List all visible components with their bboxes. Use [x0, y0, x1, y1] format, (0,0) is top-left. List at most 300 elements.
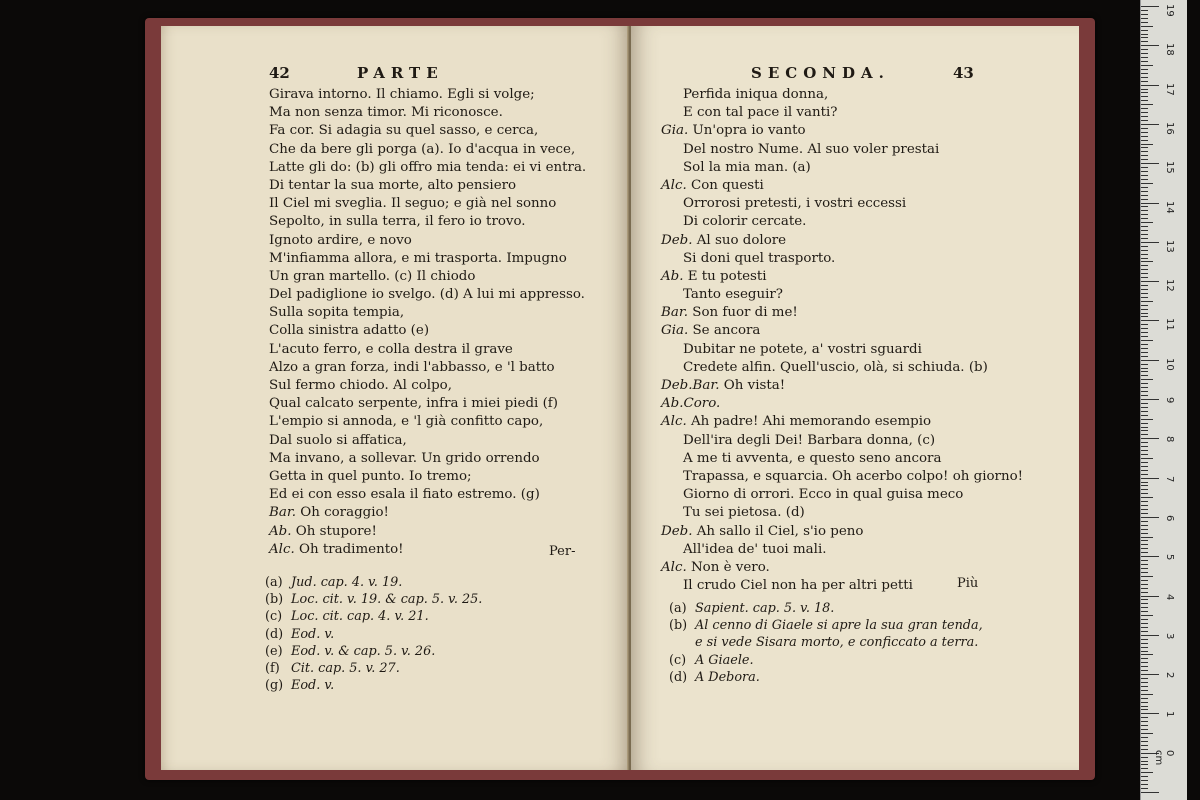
ruler-tick: [1141, 206, 1148, 207]
ruler-tick: [1141, 533, 1148, 534]
ruler-tick: [1141, 199, 1148, 200]
footnote-key: (e): [265, 643, 283, 659]
speaker-label: Ab.: [661, 268, 688, 284]
verse-text: Un gran martello. (c) Il chiodo: [269, 268, 476, 284]
ruler-tick: [1141, 179, 1148, 180]
verse-line: [269, 377, 586, 395]
verse-line: [661, 213, 1023, 231]
ruler-tick: [1141, 191, 1148, 192]
ruler-tick: [1141, 214, 1148, 215]
ruler-tick: [1141, 81, 1148, 82]
verse-text: Di colorir cercate.: [683, 214, 807, 230]
ruler-tick: [1141, 513, 1148, 514]
verse-line: [269, 86, 586, 104]
verse-line: [661, 177, 1023, 195]
ruler-tick: [1141, 540, 1148, 541]
verse-line: [269, 268, 586, 286]
footnote-text: Al cenno di Giaele si apre la sua gran tenda,: [695, 618, 983, 634]
speaker-label: Gia.: [661, 123, 693, 139]
verse-text: Del padiglione io svelgo. (d) A lui mi appresso.: [269, 287, 585, 303]
verse-text: Sul fermo chiodo. Al colpo,: [269, 378, 452, 393]
ruler-number: 19: [1164, 4, 1175, 17]
ruler-tick: [1141, 301, 1153, 302]
ruler-tick: [1141, 403, 1148, 404]
verse-text: Ed ei con esso esala il fiato estremo. (g): [269, 487, 540, 503]
ruler-tick: [1141, 580, 1148, 581]
ruler-tick: [1141, 745, 1148, 746]
verse-text: Trapassa, e squarcia. Oh acerbo colpo! oh giorno!: [683, 468, 1024, 484]
verse-text: Di tentar la sua morte, alto pensiero: [269, 177, 517, 193]
ruler-tick: [1141, 171, 1148, 172]
right-page-number: 43: [953, 64, 974, 82]
right-footnotes: [669, 600, 983, 686]
verse-line: [661, 195, 1023, 213]
ruler-tick: [1141, 619, 1148, 620]
footnote: [669, 669, 983, 686]
ruler-tick: [1141, 419, 1153, 420]
ruler-tick: [1141, 120, 1148, 121]
ruler-tick: [1141, 438, 1159, 439]
ruler-tick: [1141, 768, 1148, 769]
ruler-tick: [1141, 592, 1148, 593]
ruler-tick: [1141, 399, 1159, 400]
ruler-tick: [1141, 423, 1148, 424]
ruler-tick: [1141, 226, 1148, 227]
ruler-tick: [1141, 128, 1148, 129]
ruler-tick: [1141, 364, 1148, 365]
ruler-tick: [1141, 45, 1159, 46]
ruler-tick: [1141, 57, 1148, 58]
ruler-tick: [1141, 147, 1148, 148]
ruler-tick: [1141, 427, 1148, 428]
verse-line: [661, 432, 1023, 450]
ruler-tick: [1141, 529, 1148, 530]
verse-text: Alzo a gran forza, indi l'abbasso, e 'l batto: [269, 359, 555, 375]
ruler-tick: [1141, 470, 1148, 471]
ruler-tick: [1141, 537, 1153, 538]
ruler-tick: [1141, 265, 1148, 266]
verse-text: Se ancora: [692, 323, 761, 339]
verse-line: [269, 450, 586, 468]
verse-line: [269, 304, 586, 322]
verse-text: Dal suolo si affatica,: [269, 432, 407, 448]
ruler-tick: [1141, 273, 1148, 274]
ruler-tick: [1141, 187, 1148, 188]
ruler-number: 9: [1164, 397, 1175, 404]
ruler-tick: [1141, 489, 1148, 490]
ruler-tick: [1141, 285, 1148, 286]
verse-text: A me ti avventa, e questo seno ancora: [683, 450, 942, 466]
ruler-tick: [1141, 360, 1159, 361]
ruler-tick: [1141, 733, 1153, 734]
verse-text: L'acuto ferro, e colla destra il grave: [269, 341, 513, 357]
verse-line: [269, 359, 586, 377]
verse-line: [269, 122, 586, 140]
speaker-label: Bar.: [269, 505, 301, 521]
ruler-tick: [1141, 713, 1159, 714]
ruler-tick: [1141, 509, 1148, 510]
ruler-tick: [1141, 356, 1148, 357]
verse-text: Sol la mia man. (a): [683, 159, 811, 175]
verse-text: Ma non senza timor. Mi riconosce.: [269, 105, 503, 121]
footnote-text: Sapient. cap. 5. v. 18.: [695, 601, 835, 616]
verse-text: Tu sei pietosa. (d): [683, 505, 805, 521]
ruler-tick: [1141, 674, 1159, 675]
footnote-text: Cit. cap. 5. v. 27.: [291, 661, 400, 677]
book: [145, 18, 1095, 780]
ruler-tick: [1141, 332, 1148, 333]
ruler-tick: [1141, 297, 1148, 298]
ruler-tick: [1141, 631, 1148, 632]
verse-line: [661, 268, 1023, 286]
ruler-tick: [1141, 324, 1148, 325]
ruler-tick: [1141, 124, 1159, 125]
measuring-ruler: [1140, 0, 1187, 800]
verse-text: Getta in quel punto. Io tremo;: [269, 468, 472, 484]
ruler-tick: [1141, 210, 1148, 211]
ruler-tick: [1141, 391, 1148, 392]
verse-text: Dubitar ne potete, a' vostri sguardi: [683, 341, 922, 357]
ruler-tick: [1141, 706, 1148, 707]
verse-line: [269, 523, 586, 541]
verse-text: Che da bere gli porga (a). Io d'acqua in vece,: [269, 141, 576, 157]
verse-text: Ignoto ardire, e novo: [269, 232, 412, 248]
speaker-label: Ab.: [269, 523, 296, 539]
verse-line: [269, 413, 586, 431]
verse-line: [269, 250, 586, 268]
ruler-tick: [1141, 49, 1148, 50]
ruler-tick: [1141, 238, 1148, 239]
speaker-label: Alc.: [269, 541, 299, 557]
speaker-label: Deb.: [661, 523, 697, 539]
ruler-number: 2: [1164, 672, 1175, 679]
ruler-tick: [1141, 596, 1159, 597]
verse-text: Ma invano, a sollevar. Un grido orrendo: [269, 450, 540, 466]
ruler-number: 16: [1164, 121, 1175, 135]
verse-line: [269, 159, 586, 177]
ruler-tick: [1141, 615, 1153, 616]
ruler-tick: [1141, 203, 1159, 204]
ruler-tick: [1141, 525, 1148, 526]
verse-text: Sepolto, in sulla terra, il fero io trovo.: [269, 214, 526, 230]
speaker-label: Ab.Coro.: [661, 396, 721, 412]
ruler-tick: [1141, 623, 1148, 624]
ruler-tick: [1141, 14, 1148, 15]
verse-line: [661, 86, 1023, 104]
verse-text: Perfida iniqua donna,: [683, 87, 829, 102]
ruler-tick: [1141, 627, 1148, 628]
left-catchword: Per-: [549, 544, 576, 559]
verse-line: [661, 122, 1023, 140]
verse-line: [661, 159, 1023, 177]
speaker-label: Alc.: [661, 177, 691, 193]
ruler-tick: [1141, 18, 1148, 19]
footnote: [669, 652, 983, 669]
verse-line: [661, 541, 1023, 559]
ruler-tick: [1141, 611, 1148, 612]
ruler-tick: [1141, 485, 1148, 486]
verse-line: [269, 232, 586, 250]
ruler-tick: [1141, 572, 1148, 573]
verse-text: Al suo dolore: [696, 232, 787, 248]
verse-line: [661, 322, 1023, 340]
ruler-tick: [1141, 694, 1153, 695]
ruler-tick: [1141, 548, 1148, 549]
ruler-tick: [1141, 725, 1148, 726]
footnote: [265, 643, 482, 660]
ruler-tick: [1141, 454, 1148, 455]
ruler-number: 17: [1164, 82, 1175, 96]
verse-text: Il crudo Ciel non ha per altri petti: [683, 578, 913, 594]
verse-line: [661, 359, 1023, 377]
ruler-tick: [1141, 136, 1148, 137]
ruler-tick: [1141, 635, 1159, 636]
ruler-tick: [1141, 721, 1148, 722]
left-page: [161, 26, 629, 770]
ruler-tick: [1141, 269, 1148, 270]
ruler-number: 6: [1164, 514, 1175, 522]
ruler-tick: [1141, 430, 1148, 431]
ruler-tick: [1141, 599, 1148, 600]
right-catchword: Più: [957, 576, 979, 591]
ruler-tick: [1141, 749, 1148, 750]
ruler-tick: [1141, 293, 1148, 294]
verse-line: [661, 523, 1023, 541]
ruler-tick: [1141, 41, 1148, 42]
ruler-tick: [1141, 305, 1148, 306]
ruler-number: 3: [1164, 632, 1175, 640]
ruler-tick: [1141, 764, 1148, 765]
ruler-tick: [1141, 6, 1159, 7]
verse-line: [661, 413, 1023, 431]
ruler-tick: [1141, 316, 1148, 317]
verse-line: [661, 141, 1023, 159]
verse-line: [661, 104, 1023, 122]
verse-text: Giorno di orrori. Ecco in qual guisa meco: [683, 487, 964, 503]
right-running-head: SECONDA.: [751, 64, 890, 82]
ruler-tick: [1141, 281, 1159, 282]
ruler-tick: [1141, 607, 1148, 608]
verse-text: Oh tradimento!: [298, 541, 404, 557]
footnote: [265, 591, 482, 608]
ruler-tick: [1141, 30, 1148, 31]
ruler-tick: [1141, 242, 1159, 243]
left-footnotes: [265, 574, 482, 694]
footnote: [669, 600, 983, 617]
verse-line: [269, 432, 586, 450]
verse-line: [269, 341, 586, 359]
ruler-tick: [1141, 61, 1148, 62]
ruler-tick: [1141, 501, 1148, 502]
ruler-tick: [1141, 234, 1148, 235]
verse-text: Il Ciel mi sveglia. Il seguo; e già nel sonno: [269, 196, 557, 212]
ruler-tick: [1141, 92, 1148, 93]
footnote-key: (c): [669, 652, 687, 668]
ruler-tick: [1141, 686, 1148, 687]
verse-line: [269, 486, 586, 504]
ruler-tick: [1141, 741, 1148, 742]
ruler-tick: [1141, 375, 1148, 376]
footnote-key: (a): [265, 575, 283, 590]
verse-line: [269, 195, 586, 213]
verse-line: [269, 468, 586, 486]
ruler-tick: [1141, 729, 1148, 730]
left-page-number: 42: [269, 64, 290, 82]
verse-line: [661, 395, 1023, 413]
ruler-number: 12: [1164, 279, 1175, 292]
ruler-tick: [1141, 10, 1148, 11]
verse-line: [661, 232, 1023, 250]
ruler-tick: [1141, 776, 1148, 777]
ruler-tick: [1141, 639, 1148, 640]
ruler-tick: [1141, 195, 1148, 196]
right-verse-block: [661, 86, 1023, 595]
ruler-tick: [1141, 446, 1148, 447]
ruler-tick: [1141, 313, 1148, 314]
footnote: [265, 574, 482, 591]
ruler-tick: [1141, 544, 1148, 545]
ruler-tick: [1141, 678, 1148, 679]
verse-text: L'empio si annoda, e 'l già confitto capo,: [269, 414, 544, 430]
ruler-tick: [1141, 348, 1148, 349]
ruler-tick: [1141, 737, 1148, 738]
ruler-tick: [1141, 784, 1148, 785]
verse-text: Ah sallo il Ciel, s'io peno: [696, 523, 864, 539]
verse-text: Ah padre! Ahi memorando esempio: [690, 414, 932, 430]
verse-line: [269, 213, 586, 231]
ruler-tick: [1141, 371, 1148, 372]
verse-line: [661, 304, 1023, 322]
ruler-tick: [1141, 407, 1148, 408]
speaker-label: Bar.: [661, 305, 693, 321]
ruler-tick: [1141, 702, 1148, 703]
verse-line: [661, 250, 1023, 268]
ruler-tick: [1141, 395, 1148, 396]
footnote: [669, 617, 983, 634]
ruler-tick: [1141, 415, 1148, 416]
ruler-number: 4: [1164, 593, 1175, 600]
ruler-tick: [1141, 788, 1148, 789]
ruler-tick: [1141, 289, 1148, 290]
verse-text: Oh stupore!: [295, 523, 377, 539]
ruler-tick: [1141, 651, 1148, 652]
footnote-key: (f): [265, 661, 280, 677]
ruler-tick: [1141, 466, 1148, 467]
ruler-tick: [1141, 218, 1148, 219]
verse-text: Del nostro Nume. Al suo voler prestai: [683, 141, 940, 157]
ruler-tick: [1141, 254, 1148, 255]
verse-line: [269, 104, 586, 122]
speaker-label: Alc.: [661, 559, 691, 575]
verse-text: E tu potesti: [687, 268, 767, 284]
ruler-tick: [1141, 560, 1148, 561]
verse-line: [269, 177, 586, 195]
ruler-number: 14: [1164, 200, 1175, 214]
footnote-text: Eod. v.: [291, 626, 335, 642]
ruler-tick: [1141, 698, 1148, 699]
ruler-tick: [1141, 772, 1153, 773]
verse-text: Orrorosi pretesti, i vostri eccessi: [683, 196, 907, 212]
verse-line: [269, 286, 586, 304]
verse-text: Non è vero.: [690, 559, 770, 575]
speaker-label: Gia.: [661, 323, 693, 339]
footnote-key: (d): [265, 626, 284, 642]
ruler-tick: [1141, 26, 1153, 27]
ruler-tick: [1141, 132, 1148, 133]
ruler-tick: [1141, 167, 1148, 168]
ruler-tick: [1141, 37, 1148, 38]
footnote-text: e si vede Sisara morto, e conficcato a terra.: [695, 635, 979, 651]
ruler-number: 10: [1164, 357, 1175, 371]
verse-text: M'infiamma allora, e mi trasporta. Impugno: [269, 250, 567, 266]
ruler-tick: [1141, 757, 1148, 758]
ruler-tick: [1141, 352, 1148, 353]
footnote: [265, 608, 482, 625]
ruler-tick: [1141, 387, 1148, 388]
verse-line: [661, 450, 1023, 468]
ruler-tick: [1141, 222, 1153, 223]
ruler-tick: [1141, 411, 1148, 412]
verse-text: All'idea de' tuoi mali.: [683, 541, 827, 557]
ruler-tick: [1141, 556, 1159, 557]
verse-text: Tanto eseguir?: [683, 287, 783, 303]
ruler-tick: [1141, 108, 1148, 109]
ruler-tick: [1141, 603, 1148, 604]
ruler-tick: [1141, 246, 1148, 247]
ruler-tick: [1141, 792, 1159, 793]
ruler-tick: [1141, 151, 1148, 152]
ruler-tick: [1141, 230, 1148, 231]
ruler-number: 11: [1164, 318, 1175, 332]
ruler-tick: [1141, 261, 1153, 262]
ruler-tick: [1141, 383, 1148, 384]
footnote-text: Eod. v.: [291, 678, 335, 694]
footnote: [669, 634, 983, 651]
verse-text: Si doni quel trasporto.: [683, 250, 836, 266]
verse-text: Latte gli do: (b) gli offro mia tenda: ei vi entra.: [269, 159, 587, 175]
verse-line: [661, 559, 1023, 577]
speaker-label: Alc.: [661, 414, 691, 430]
verse-text: Oh coraggio!: [300, 505, 389, 521]
verse-line: [661, 486, 1023, 504]
ruler-tick: [1141, 344, 1148, 345]
ruler-tick: [1141, 379, 1153, 380]
ruler-tick: [1141, 517, 1159, 518]
ruler-tick: [1141, 258, 1148, 259]
speaker-label: Deb.: [661, 232, 697, 248]
ruler-tick: [1141, 85, 1159, 86]
verse-line: [661, 504, 1023, 522]
ruler-tick: [1141, 144, 1153, 145]
footnote-key: (c): [265, 609, 283, 625]
right-page: [631, 26, 1079, 770]
verse-text: Colla sinistra adatto (e): [269, 323, 430, 339]
verse-text: Con questi: [690, 177, 764, 193]
ruler-number: 18: [1164, 43, 1175, 57]
ruler-tick: [1141, 277, 1148, 278]
ruler-tick: [1141, 175, 1148, 176]
ruler-tick: [1141, 159, 1148, 160]
ruler-tick: [1141, 474, 1148, 475]
verse-text: Sulla sopita tempia,: [269, 305, 405, 321]
ruler-tick: [1141, 780, 1148, 781]
ruler-tick: [1141, 22, 1148, 23]
footnote: [265, 677, 482, 694]
ruler-number: 15: [1164, 161, 1175, 174]
ruler-tick: [1141, 163, 1159, 164]
ruler-number: 8: [1164, 436, 1175, 443]
verse-text: E con tal pace il vanti?: [683, 105, 838, 121]
